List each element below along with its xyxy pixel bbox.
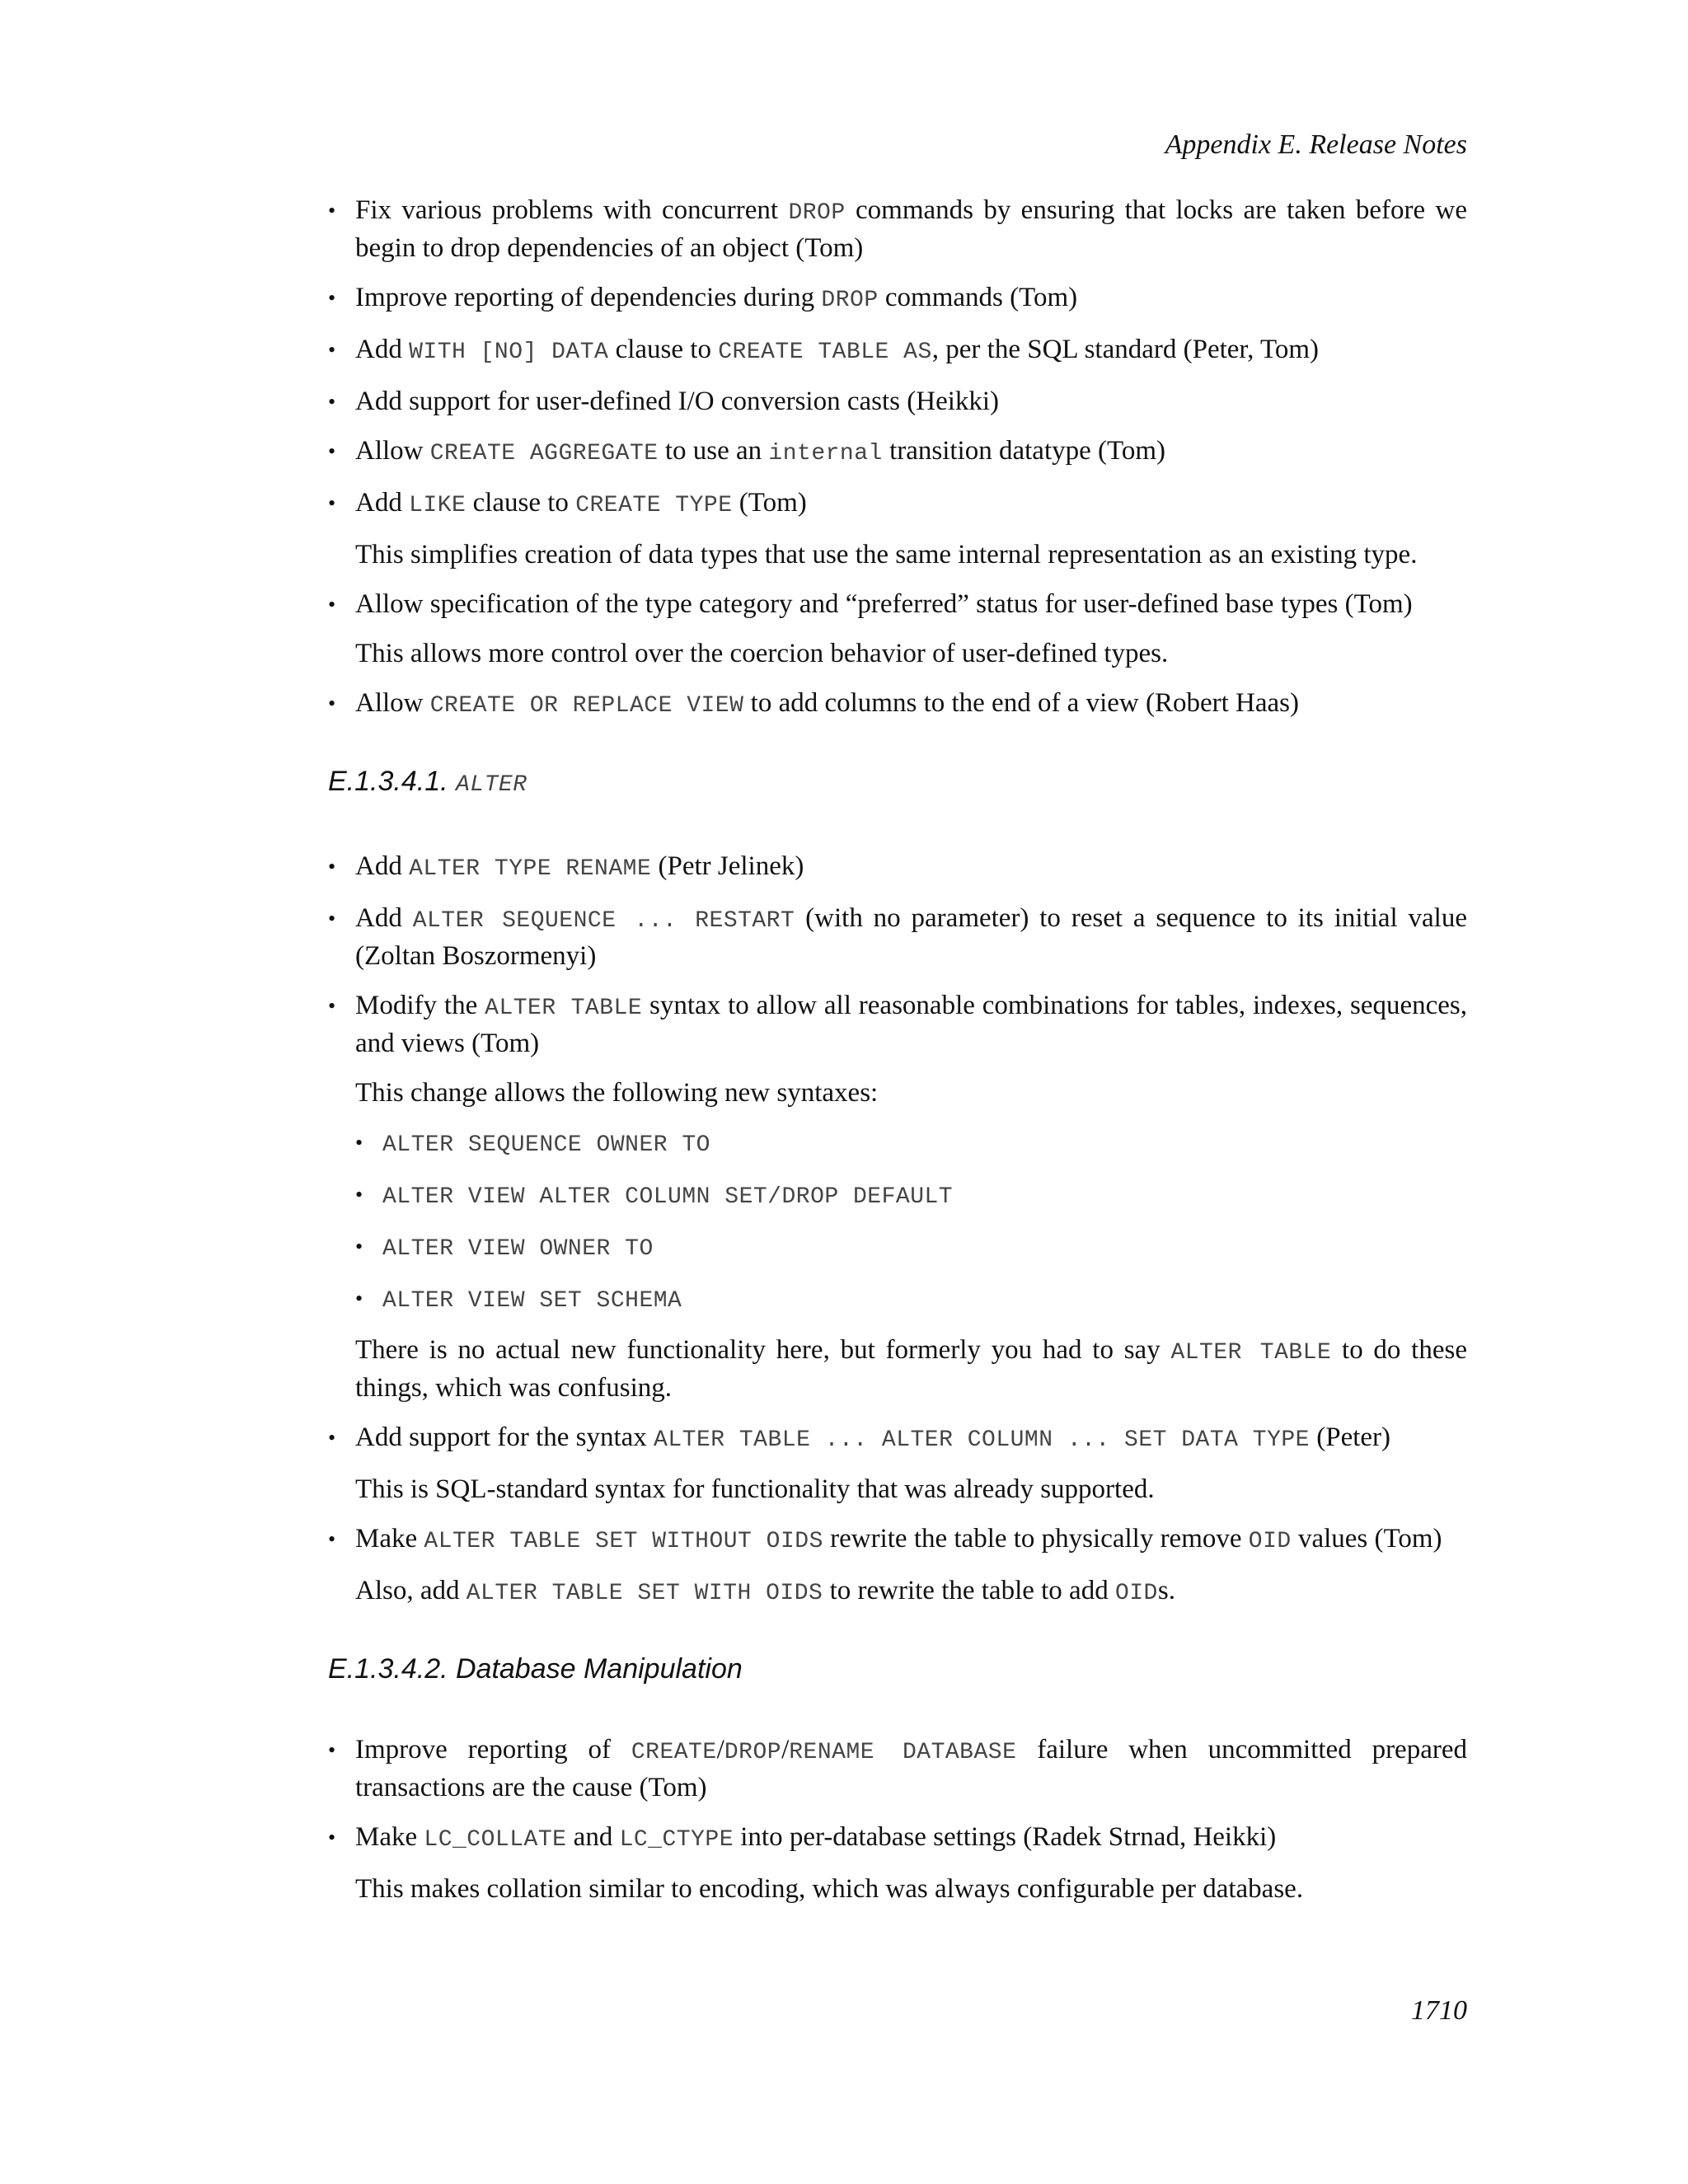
text-run: to do these things, which was confusing.: [355, 1335, 1467, 1403]
text-run: This allows more control over the coercion behavior of user-defined types.: [355, 639, 1169, 668]
bullet-icon: •: [328, 907, 336, 930]
text-run: Fix various problems with concurrent: [355, 195, 789, 225]
inline-code: CREATE AGGREGATE: [429, 441, 659, 466]
list-item: [328, 849, 1467, 887]
database-items-list: [328, 1732, 1467, 1907]
item-text: [355, 1732, 1467, 1806]
text-run: (Peter): [1309, 1422, 1391, 1452]
syntax-code: ALTER VIEW OWNER TO: [382, 1236, 654, 1262]
bullet-icon: •: [328, 593, 336, 616]
inline-code: LC_COLLATE: [424, 1827, 567, 1853]
alter-items-list: [328, 849, 1467, 1611]
text-run: /: [781, 1735, 790, 1765]
syntax-code: ALTER VIEW ALTER COLUMN SET/DROP DEFAULT: [382, 1184, 954, 1210]
item-text: [355, 434, 1467, 471]
inline-code: DROP: [724, 1740, 782, 1765]
syntax-code: ALTER SEQUENCE OWNER TO: [382, 1132, 710, 1158]
inline-code: CREATE: [631, 1740, 717, 1765]
list-item: [328, 686, 1467, 724]
item-text: [355, 988, 1467, 1062]
bullet-icon: •: [355, 1183, 363, 1207]
text-run: transition datatype (Tom): [882, 436, 1166, 466]
list-item: [328, 988, 1467, 1406]
bullet-icon: •: [328, 199, 336, 223]
item-text: [355, 193, 1467, 266]
item-note: [355, 636, 1467, 672]
item-note: [355, 1573, 1467, 1611]
inline-code: ALTER TABLE SET WITHOUT OIDS: [424, 1529, 823, 1554]
inline-code: ALTER SEQUENCE ... RESTART: [412, 908, 795, 934]
sublist-item: [355, 1177, 1467, 1215]
bullet-icon: •: [328, 1738, 336, 1762]
inline-code: LC_CTYPE: [619, 1827, 734, 1853]
bullet-icon: •: [328, 338, 336, 362]
inline-code: internal: [768, 441, 883, 466]
text-run: Make: [355, 1822, 424, 1852]
text-run: This is SQL-standard syntax for functionality that was already supported.: [355, 1474, 1155, 1504]
text-run: rewrite the table to physically remove: [823, 1524, 1249, 1554]
bullet-icon: •: [328, 1426, 336, 1450]
text-run: Add support for the syntax: [355, 1422, 654, 1452]
item-text: [355, 849, 1467, 887]
syntax-code: ALTER VIEW SET SCHEMA: [382, 1288, 682, 1314]
text-run: , per the SQL standard (Peter, Tom): [931, 335, 1320, 364]
item-text: [355, 587, 1467, 622]
text-run: and: [566, 1822, 620, 1852]
text-run: syntax to allow all reasonable combinations for tables, indexes, sequences, and views (Tom): [355, 991, 1467, 1058]
bullet-icon: •: [328, 439, 336, 463]
list-item: [328, 485, 1467, 573]
text-run: This change allows the following new syntaxes:: [355, 1078, 879, 1108]
text-run: Add: [355, 851, 410, 881]
text-run: clause to: [608, 335, 719, 364]
inline-code: ALTER TABLE: [1170, 1340, 1332, 1366]
list-item: [328, 587, 1467, 672]
text-run: (Petr Jelinek): [651, 851, 804, 881]
bullet-icon: •: [355, 1235, 363, 1258]
section-code-title: ALTER: [456, 772, 528, 798]
inline-code: DROP: [788, 200, 846, 226]
page-content: [328, 193, 1467, 1921]
item-note: [355, 1472, 1467, 1507]
text-run: Allow: [355, 436, 430, 466]
list-item: [328, 901, 1467, 974]
inline-code: ALTER TYPE RENAME: [409, 856, 652, 882]
inline-code: ALTER TABLE SET WITH OIDS: [466, 1581, 823, 1606]
release-notes-list: [328, 193, 1467, 724]
bullet-icon: •: [355, 1286, 363, 1310]
item-text: [355, 1820, 1467, 1858]
text-run: Add support for user-defined I/O conversion casts (Heikki): [355, 387, 1000, 416]
running-header: Appendix E. Release Notes: [1165, 129, 1467, 160]
section-number: E.1.3.4.1.: [328, 766, 448, 797]
item-text: [355, 901, 1467, 974]
text-run: clause to: [466, 488, 576, 518]
text-run: s.: [1157, 1576, 1175, 1605]
item-text: [355, 1420, 1467, 1458]
inline-code: DROP: [821, 288, 879, 313]
inline-code: ALTER TABLE ... ALTER COLUMN ... SET DATA TYPE: [654, 1427, 1310, 1453]
inline-code: CREATE TABLE AS: [718, 340, 932, 365]
bullet-icon: •: [328, 855, 336, 879]
text-run: Add: [355, 488, 410, 518]
text-run: Improve reporting of dependencies during: [355, 283, 822, 312]
item-note: [355, 1333, 1467, 1406]
item-text: [355, 384, 1467, 419]
text-run: /: [716, 1735, 724, 1765]
text-run: (with no parameter) to reset a sequence to its initial value (Zoltan Boszormenyi): [355, 903, 1468, 971]
page-number: 1710: [1411, 1995, 1467, 2026]
inline-code: RENAME DATABASE: [789, 1740, 1017, 1765]
bullet-icon: •: [328, 390, 336, 414]
list-item: [328, 1420, 1467, 1507]
text-run: Improve reporting of: [355, 1735, 631, 1765]
list-item: [328, 1732, 1467, 1806]
text-run: (Tom): [732, 488, 807, 518]
item-text: [355, 1521, 1467, 1559]
list-item: [328, 332, 1467, 370]
text-run: commands by ensuring that locks are taken before we begin to drop dependencies of an object (Tom): [355, 195, 1467, 263]
bullet-icon: •: [355, 1131, 363, 1155]
text-run: This makes collation similar to encoding, which was always configurable per database.: [355, 1874, 1304, 1904]
bullet-icon: •: [328, 286, 336, 310]
text-run: to add columns to the end of a view (Robert Haas): [743, 688, 1299, 718]
text-run: failure when uncommitted prepared transactions are the cause (Tom): [355, 1735, 1467, 1802]
text-run: Allow specification of the type category and “preferred” status for user-defined base types (Tom): [355, 589, 1413, 619]
text-run: Allow: [355, 688, 430, 718]
syntax-sublist: [355, 1125, 1467, 1319]
text-run: Also, add: [355, 1576, 467, 1605]
section-heading-alter: [328, 765, 1467, 802]
text-run: to rewrite the table to add: [823, 1576, 1115, 1605]
item-note: [355, 537, 1467, 573]
list-item: [328, 384, 1467, 419]
sublist-item: [355, 1125, 1467, 1163]
inline-code: WITH [NO] DATA: [409, 340, 609, 365]
item-text: [355, 485, 1467, 523]
list-item: [328, 434, 1467, 471]
section-heading-database-manipulation: E.1.3.4.2. Database Manipulation: [328, 1653, 743, 1685]
bullet-icon: •: [328, 491, 336, 515]
list-item: [328, 280, 1467, 318]
list-item: [328, 1820, 1467, 1907]
item-text: [355, 332, 1467, 370]
inline-code: CREATE TYPE: [575, 493, 733, 518]
inline-code: ALTER TABLE: [485, 996, 643, 1021]
text-run: Add: [355, 903, 413, 933]
text-run: There is no actual new functionality here, but formerly you had to say: [355, 1335, 1171, 1365]
text-run: Modify the: [355, 991, 485, 1020]
sublist-item: [355, 1281, 1467, 1319]
text-run: Make: [355, 1524, 424, 1554]
text-run: Add: [355, 335, 410, 364]
text-run: values (Tom): [1291, 1524, 1442, 1554]
text-run: into per-database settings (Radek Strnad, Heikki): [734, 1822, 1277, 1852]
list-item: [328, 1521, 1467, 1611]
document-page: [328, 0, 1467, 2184]
text-run: This simplifies creation of data types that use the same internal representation as an existing type.: [355, 540, 1418, 569]
bullet-icon: •: [328, 1825, 336, 1849]
item-text: [355, 686, 1467, 724]
inline-code: CREATE OR REPLACE VIEW: [429, 693, 744, 719]
text-run: commands (Tom): [878, 283, 1078, 312]
bullet-icon: •: [328, 1527, 336, 1551]
bullet-icon: •: [328, 691, 336, 715]
inline-code: OID: [1248, 1529, 1292, 1554]
inline-code: OID: [1114, 1581, 1158, 1606]
inline-code: LIKE: [409, 493, 467, 518]
text-run: to use an: [658, 436, 769, 466]
item-note: [355, 1076, 1467, 1111]
item-text: [355, 280, 1467, 318]
item-note: [355, 1872, 1467, 1907]
list-item: [328, 193, 1467, 266]
sublist-item: [355, 1229, 1467, 1267]
bullet-icon: •: [328, 994, 336, 1018]
